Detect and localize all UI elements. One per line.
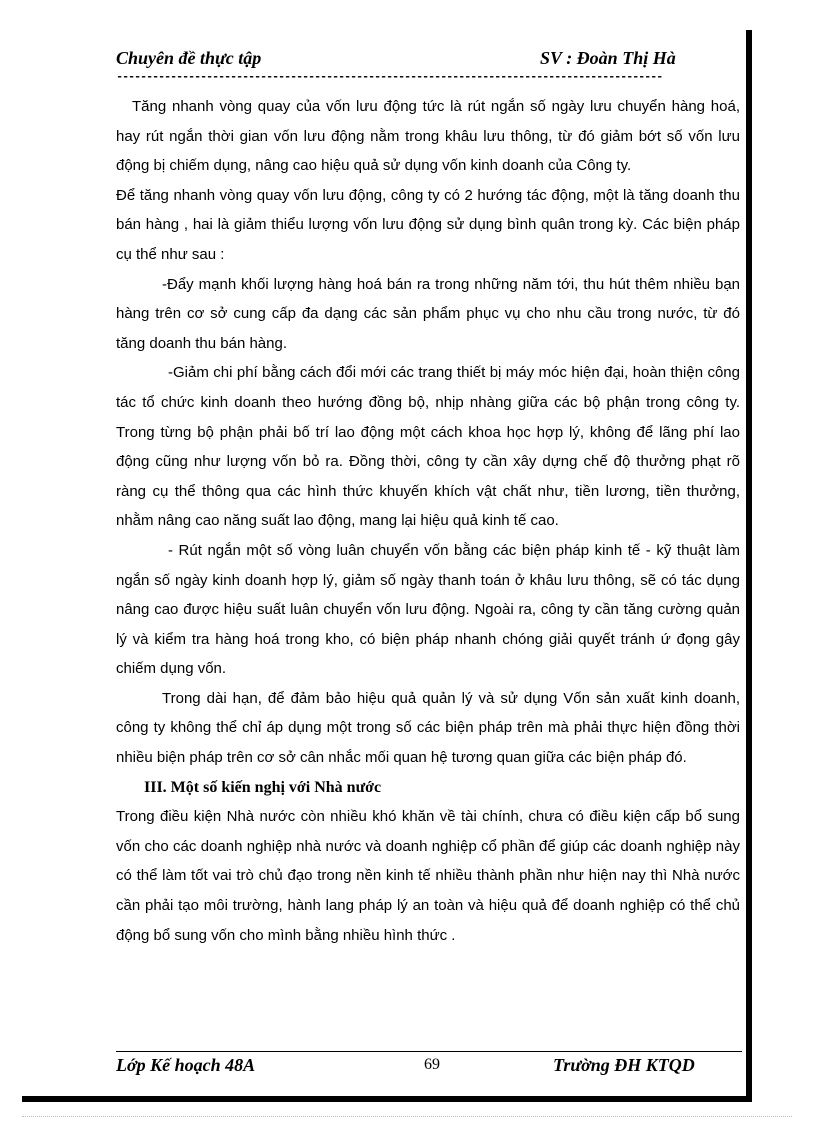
header-title: Chuyên đề thực tập xyxy=(116,48,262,68)
page-frame-bottom-border xyxy=(22,1096,752,1102)
paragraph-4: -Giảm chi phí bằng cách đổi mới các trang thiết bị máy móc hiện đại, hoàn thiện công tác tổ chức kinh doanh theo hướng đồng bộ, nhịp nhàng giữa các bộ phận trong công ty. Trong từng bộ phận phải bố trí lao động một cách khoa học hợp lý, không để lãng phí lao động cũng như lượng vốn bỏ ra. Đồng thời, công ty cần xây dựng chế độ thưởng phạt rõ ràng cụ thể thông qua các hình thức khuyến khích vật chất như, tiền lương, tiền thưởng, nhằm nâng cao năng suất lao động, mang lại hiệu quả kinh tế cao. xyxy=(116,364,740,530)
document-body xyxy=(116,92,740,950)
paragraph-7: Trong điều kiện Nhà nước còn nhiều khó khăn về tài chính, chưa có điều kiện cấp bổ sung vốn cho các doanh nghiệp nhà nước và doanh nghiệp cổ phần để giúp các doanh nghiệp này có thể làm tốt vai trò chủ đạo trong nền kinh tế nhiều thành phần như hiện nay thì Nhà nước cần phải tạo môi trường, hành lang pháp lý an toàn và hiệu quả để doanh nghiệp có thể chủ động bổ sung vốn cho mình bằng nhiều hình thức . xyxy=(116,808,740,944)
paragraph-2: Để tăng nhanh vòng quay vốn lưu động, công ty có 2 hướng tác động, một là tăng doanh thu bán hàng , hai là giảm thiểu lượng vốn lưu động sử dụng bình quân trong kỳ. Các biện pháp cụ thể như sau : xyxy=(116,186,740,263)
footer-school: Trường ĐH KTQD xyxy=(553,1055,695,1075)
footer-rule xyxy=(116,1051,742,1052)
page-edge-dotted-line xyxy=(22,1116,792,1117)
paragraph-3: -Đẩy mạnh khối lượng hàng hoá bán ra trong những năm tới, thu hút thêm nhiều bạn hàng trên cơ sở cung cấp đa dạng các sản phẩm phục vụ cho nhu cầu trong nước, từ đó tăng doanh thu bán hàng. xyxy=(116,275,740,352)
footer-class: Lớp Kế hoạch 48A xyxy=(116,1055,256,1075)
footer-page-number: 69 xyxy=(424,1056,440,1073)
section-heading-iii: III. Một số kiến nghị với Nhà nước xyxy=(144,778,382,796)
page-frame-right-border xyxy=(746,30,752,1098)
paragraph-6: Trong dài hạn, để đảm bảo hiệu quả quản lý và sử dụng Vốn sản xuất kinh doanh, công ty không thể chỉ áp dụng một trong số các biện pháp trên mà phải thực hiện đồng thời nhiều biện pháp trên cơ sở cân nhắc mối quan hệ tương quan giữa các biện pháp đó. xyxy=(116,689,740,767)
header-author: SV : Đoàn Thị Hà xyxy=(540,48,676,68)
paragraph-1: Tăng nhanh vòng quay của vốn lưu động tức là rút ngắn số ngày lưu chuyển hàng hoá, hay rút ngắn thời gian vốn lưu động nằm trong khâu lưu thông, từ đó giảm bớt số vốn lưu động bị chiếm dụng, nâng cao hiệu quả sử dụng vốn kinh doanh của Công ty. xyxy=(116,98,740,175)
paragraph-5: - Rút ngắn một số vòng luân chuyển vốn bằng các biện pháp kinh tế - kỹ thuật làm ngắn số ngày kinh doanh hợp lý, giảm số ngày thanh toán ở khâu lưu thông, sẽ có tác dụng nâng cao được hiệu suất luân chuyển vốn lưu động. Ngoài ra, công ty cần tăng cường quản lý và kiểm tra hàng hoá trong kho, có biện pháp nhanh chóng giải quyết tránh ứ đọng gây chiếm dụng vốn. xyxy=(116,541,740,678)
header-dashed-rule: ------------------------------------------------------------------------------------------- xyxy=(116,70,663,84)
